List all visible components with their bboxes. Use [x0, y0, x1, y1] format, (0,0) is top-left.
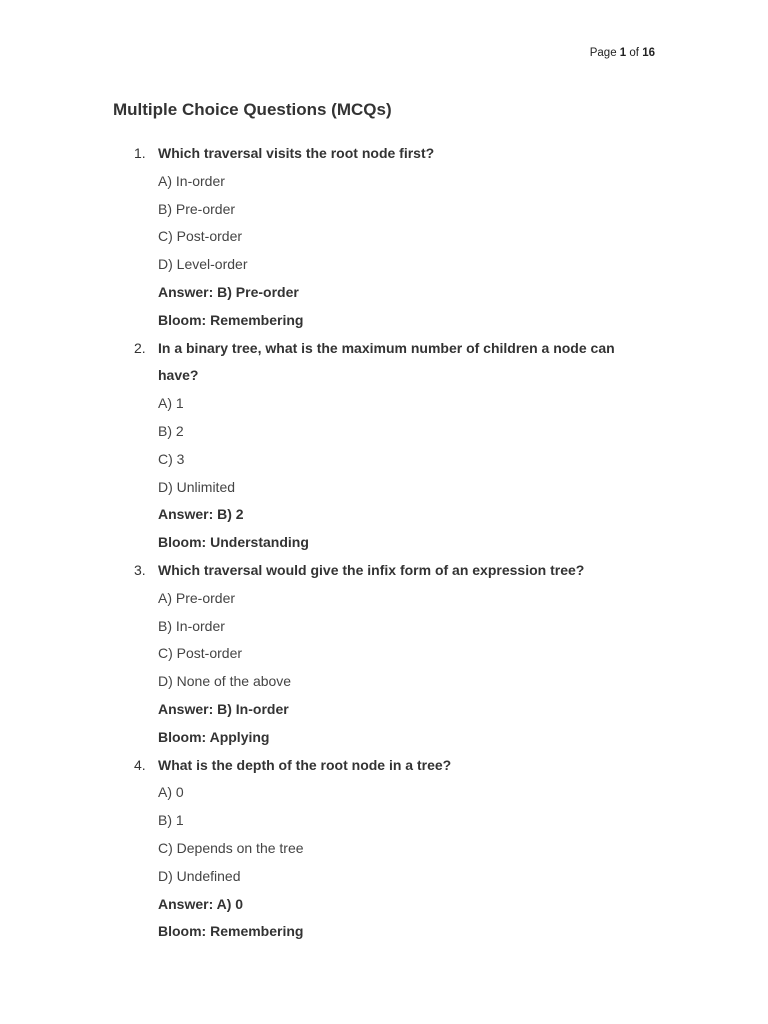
option-c: C) 3	[158, 450, 185, 467]
question-text: What is the depth of the root node in a tree?	[158, 756, 452, 773]
option-d: D) Level-order	[158, 256, 248, 273]
document-title: Multiple Choice Questions (MCQs)	[113, 100, 392, 119]
question-list	[0, 140, 768, 946]
question-text: Which traversal visits the root node first?	[158, 145, 435, 161]
option-d: D) None of the above	[158, 673, 292, 690]
option-b: B) Pre-order	[158, 200, 236, 217]
option-a: A) 1	[158, 395, 184, 412]
page-of: of	[629, 47, 639, 59]
option-a: A) 0	[158, 784, 184, 801]
bloom-level: Bloom: Understanding	[158, 534, 309, 551]
question-item	[0, 752, 768, 947]
answer-line: Answer: B) In-order	[158, 700, 289, 717]
question-item	[0, 557, 768, 752]
answer-line: Answer: A) 0	[158, 895, 244, 912]
answer-line: Answer: B) 2	[158, 506, 244, 523]
page-prefix: Page	[589, 47, 617, 59]
question-text: Which traversal would give the infix form of an expression tree?	[158, 561, 585, 578]
option-b: B) In-order	[158, 617, 225, 634]
bloom-level: Bloom: Applying	[158, 728, 270, 745]
bloom-level: Bloom: Remembering	[158, 311, 304, 328]
page-current: 1	[619, 47, 627, 59]
option-c: C) Post-order	[158, 228, 243, 245]
option-b: B) 1	[158, 812, 184, 829]
page-total: 16	[642, 47, 655, 59]
question-text: In a binary tree, what is the maximum number of children a node can have?	[158, 339, 615, 384]
bloom-level: Bloom: Remembering	[158, 923, 304, 940]
option-d: D) Undefined	[158, 867, 241, 884]
question-item	[0, 140, 768, 335]
option-a: A) In-order	[158, 172, 225, 189]
question-number: 1.	[134, 145, 146, 161]
question-number: 3.	[134, 561, 146, 578]
question-number: 2.	[134, 339, 146, 356]
option-c: C) Post-order	[158, 645, 243, 662]
option-d: D) Unlimited	[158, 478, 236, 495]
question-item	[0, 335, 768, 557]
option-b: B) 2	[158, 422, 184, 439]
page-number	[590, 47, 655, 59]
option-c: C) Depends on the tree	[158, 839, 304, 856]
option-a: A) Pre-order	[158, 589, 236, 606]
answer-line: Answer: B) Pre-order	[158, 283, 299, 300]
question-number: 4.	[134, 756, 146, 773]
